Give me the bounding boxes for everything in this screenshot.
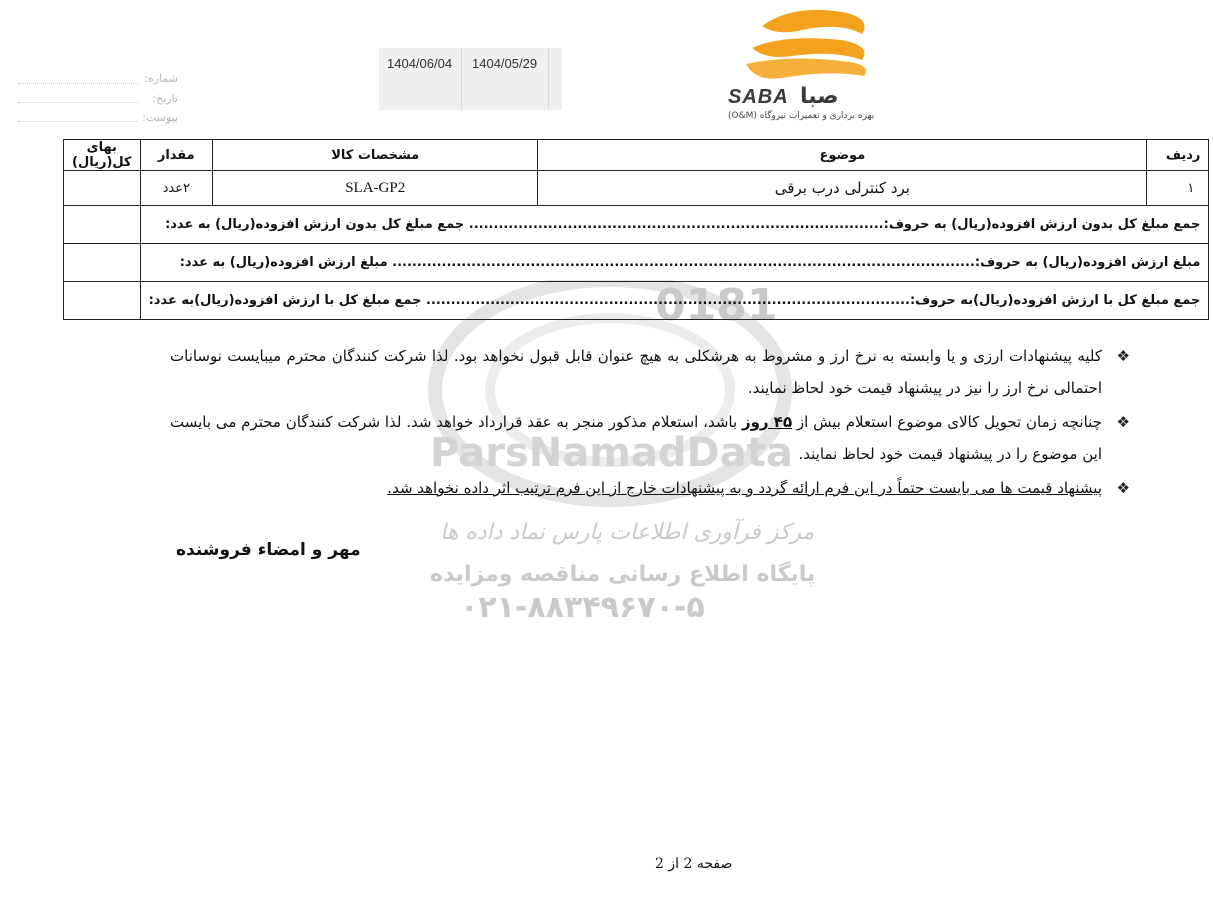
note-text: کلیه پیشنهادات ارزی و یا وابسته به نرخ ارز و مشروط به هرشکلی به هیچ عنوان قابل قبول نخواهد بود. لذا شرکت کنندگان محترم میبایست نوسانات احتمالی نرخ ارز را نیز در پیشنهاد قیمت خود لحاظ نمایند.	[170, 347, 1102, 397]
page-number: صفحه 2 از 2	[655, 856, 733, 872]
watermark-code: 0181	[655, 280, 778, 331]
number-label: شماره:	[144, 72, 178, 85]
watermark-line1: مرکز فرآوری اطلاعات پارس نماد داده ها	[440, 520, 815, 545]
number-line	[18, 83, 138, 84]
diamond-bullet-icon: ❖	[1116, 479, 1130, 497]
brand-persian: صبا	[800, 84, 839, 109]
diamond-bullet-icon: ❖	[1116, 413, 1130, 431]
row-number: ۱	[1147, 171, 1209, 206]
sum-side-cell	[64, 244, 141, 282]
date-value: 1404/06/04	[387, 56, 453, 71]
note-item	[170, 340, 1130, 404]
sum-with-vat[interactable]: جمع مبلغ کل با ارزش افزوده(ریال)به حروف:.................................................................................................. جمع مبلغ کل با ارزش افزوده(ریال)به عدد:	[140, 282, 1209, 320]
row-total-price[interactable]	[64, 171, 141, 206]
table-row	[64, 171, 1209, 206]
header-quantity: مقدار	[140, 140, 212, 171]
note-text: پیشنهاد قیمت ها می بایست حتماً در این فرم ارائه گردد و به پیشنهادات خارج از این فرم ترتیب اثر داده نخواهد شد.	[387, 479, 1102, 497]
brand-latin: SABA	[728, 86, 789, 108]
items-table	[63, 139, 1209, 320]
seller-signature-label: مهر و امضاء فروشنده	[176, 540, 361, 560]
sum-row	[64, 244, 1209, 282]
date-value: 1404/05/29	[472, 56, 538, 71]
notes-list	[170, 340, 1130, 506]
sum-without-vat[interactable]: جمع مبلغ کل بدون ارزش افزوده(ریال) به حروف:.................................................................................... جمع مبلغ کل بدون ارزش افزوده(ریال) به عدد:	[140, 206, 1209, 244]
row-subject: برد کنترلی درب برقی	[538, 171, 1147, 206]
note-text: باشد، استعلام مذکور منجر به عقد قرارداد خواهد شد. لذا شرکت کنندگان محترم می بایست این موضوع را در پیشنهاد قیمت خود لحاظ نمایند.	[170, 413, 1102, 463]
header-spec: مشخصات کالا	[212, 140, 538, 171]
note-text: چنانچه زمان تحویل کالای موضوع استعلام بیش از	[796, 413, 1102, 431]
note-item	[170, 472, 1130, 504]
attachment-label: پیوست:	[142, 111, 178, 124]
row-spec: SLA-GP2	[212, 171, 538, 206]
watermark-brand: ParsNamadData	[430, 430, 793, 476]
sum-row	[64, 282, 1209, 320]
row-quantity: ۲عدد	[140, 171, 212, 206]
watermark-line2: پایگاه اطلاع رسانی مناقصه ومزایده	[430, 562, 816, 587]
diamond-bullet-icon: ❖	[1116, 347, 1130, 365]
table-header-row	[64, 140, 1209, 171]
date-label: تاریخ:	[152, 92, 178, 105]
vat-amount[interactable]: مبلغ ارزش افزوده(ریال) به حروف:...................................................................................................................... مبلغ ارزش افزوده(ریال) به عدد:	[140, 244, 1209, 282]
header-total-price: بهای کل(ریال)	[64, 140, 141, 171]
sum-side-cell	[64, 206, 141, 244]
watermark-phone: ۰۲۱-۸۸۳۴۹۶۷۰-۵	[460, 590, 705, 625]
sum-side-cell	[64, 282, 141, 320]
date-divider	[548, 48, 549, 110]
sum-row	[64, 206, 1209, 244]
note-item	[170, 406, 1130, 470]
header-subject: موضوع	[538, 140, 1147, 171]
date-divider	[461, 48, 462, 110]
date-line	[18, 102, 138, 103]
header-row-number: ردیف	[1147, 140, 1209, 171]
brand-tagline: بهره برداری و تعمیرات نیروگاه (O&M)	[728, 111, 875, 121]
attachment-line	[18, 121, 138, 122]
delivery-days: ۴۵ روز	[741, 413, 793, 431]
